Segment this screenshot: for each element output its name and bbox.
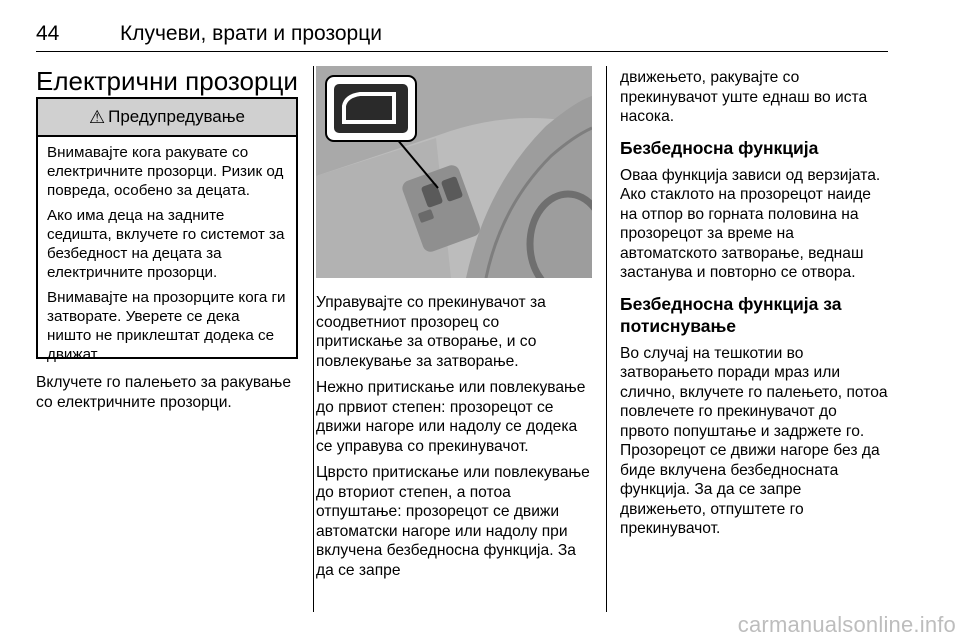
- page-header: [36, 22, 888, 52]
- body-paragraph: Вклучете го палењето за ракување со електричните прозорци.: [36, 374, 291, 411]
- column-divider: [606, 66, 607, 612]
- body-paragraph: Нежно притискање или повлекување до првиот степен: прозорецот се движи нагоре или надолу се додека се управува со прекинувачот.: [316, 379, 586, 455]
- body-paragraph: Оваа функција зависи од верзијата. Ако стаклото на прозорецот наиде на отпор во горната половина на прозорецот за време на автоматското затворање, веднаш застанува и повторно се отвора.: [620, 166, 881, 281]
- watermark: carmanualsonline.info: [737, 612, 956, 637]
- body-paragraph: Управувајте со прекинувачот за соодветниот прозорец со притискање за отворање, и со повлекување за затворање.: [316, 294, 546, 370]
- instructions-column: [316, 293, 590, 587]
- section-title: Електрични прозорци: [36, 66, 298, 96]
- safety-column: [620, 68, 890, 545]
- warning-body: [38, 137, 296, 364]
- warning-box: [36, 97, 298, 363]
- safety-heading: Безбедносна функција: [620, 137, 819, 158]
- warning-triangle-icon: ⚠: [88, 106, 106, 127]
- chapter-title: Клучеви, врати и прозорци: [120, 22, 382, 45]
- warning-title: Предупредување: [108, 107, 246, 126]
- override-heading: Безбедносна функција за потиснување: [620, 293, 842, 336]
- body-paragraph: движењето, ракувајте со прекинувачот уште еднаш во иста насока.: [620, 69, 868, 125]
- warning-header: [38, 99, 296, 137]
- window-switch-illustration: [316, 66, 592, 278]
- body-paragraph: Цврсто притискање или повлекување до вториот степен, а потоа отпуштање: прозорецот се движи автоматски нагоре или надолу при вклучена безбедносна функција. За да се запре: [316, 464, 590, 579]
- warning-paragraph: Внимавајте на прозорците кога ги затворате. Уверете се дека ништо не приклештат додека се движат.: [47, 289, 286, 363]
- warning-paragraph: Ако има деца на задните седишта, вклучете го системот за безбедност на децата за електричните прозорци.: [47, 207, 285, 281]
- door-panel-image: [316, 66, 592, 278]
- column-divider: [313, 66, 314, 612]
- warning-paragraph: Внимавајте кога ракувате со електричните прозорци. Ризик од повреда, особено за децата.: [47, 144, 284, 199]
- body-paragraph: Во случај на тешкотии во затворањето поради мраз или слично, вклучете го палењето, потоа повлечете го прекинувачот до првото попуштање и задржете го. Прозорецот се движи нагоре без да биде вклучена безбедносната функција. За да се запре движењето, отпуштете го прекинувачот.: [620, 344, 888, 537]
- page-number: 44: [36, 22, 60, 45]
